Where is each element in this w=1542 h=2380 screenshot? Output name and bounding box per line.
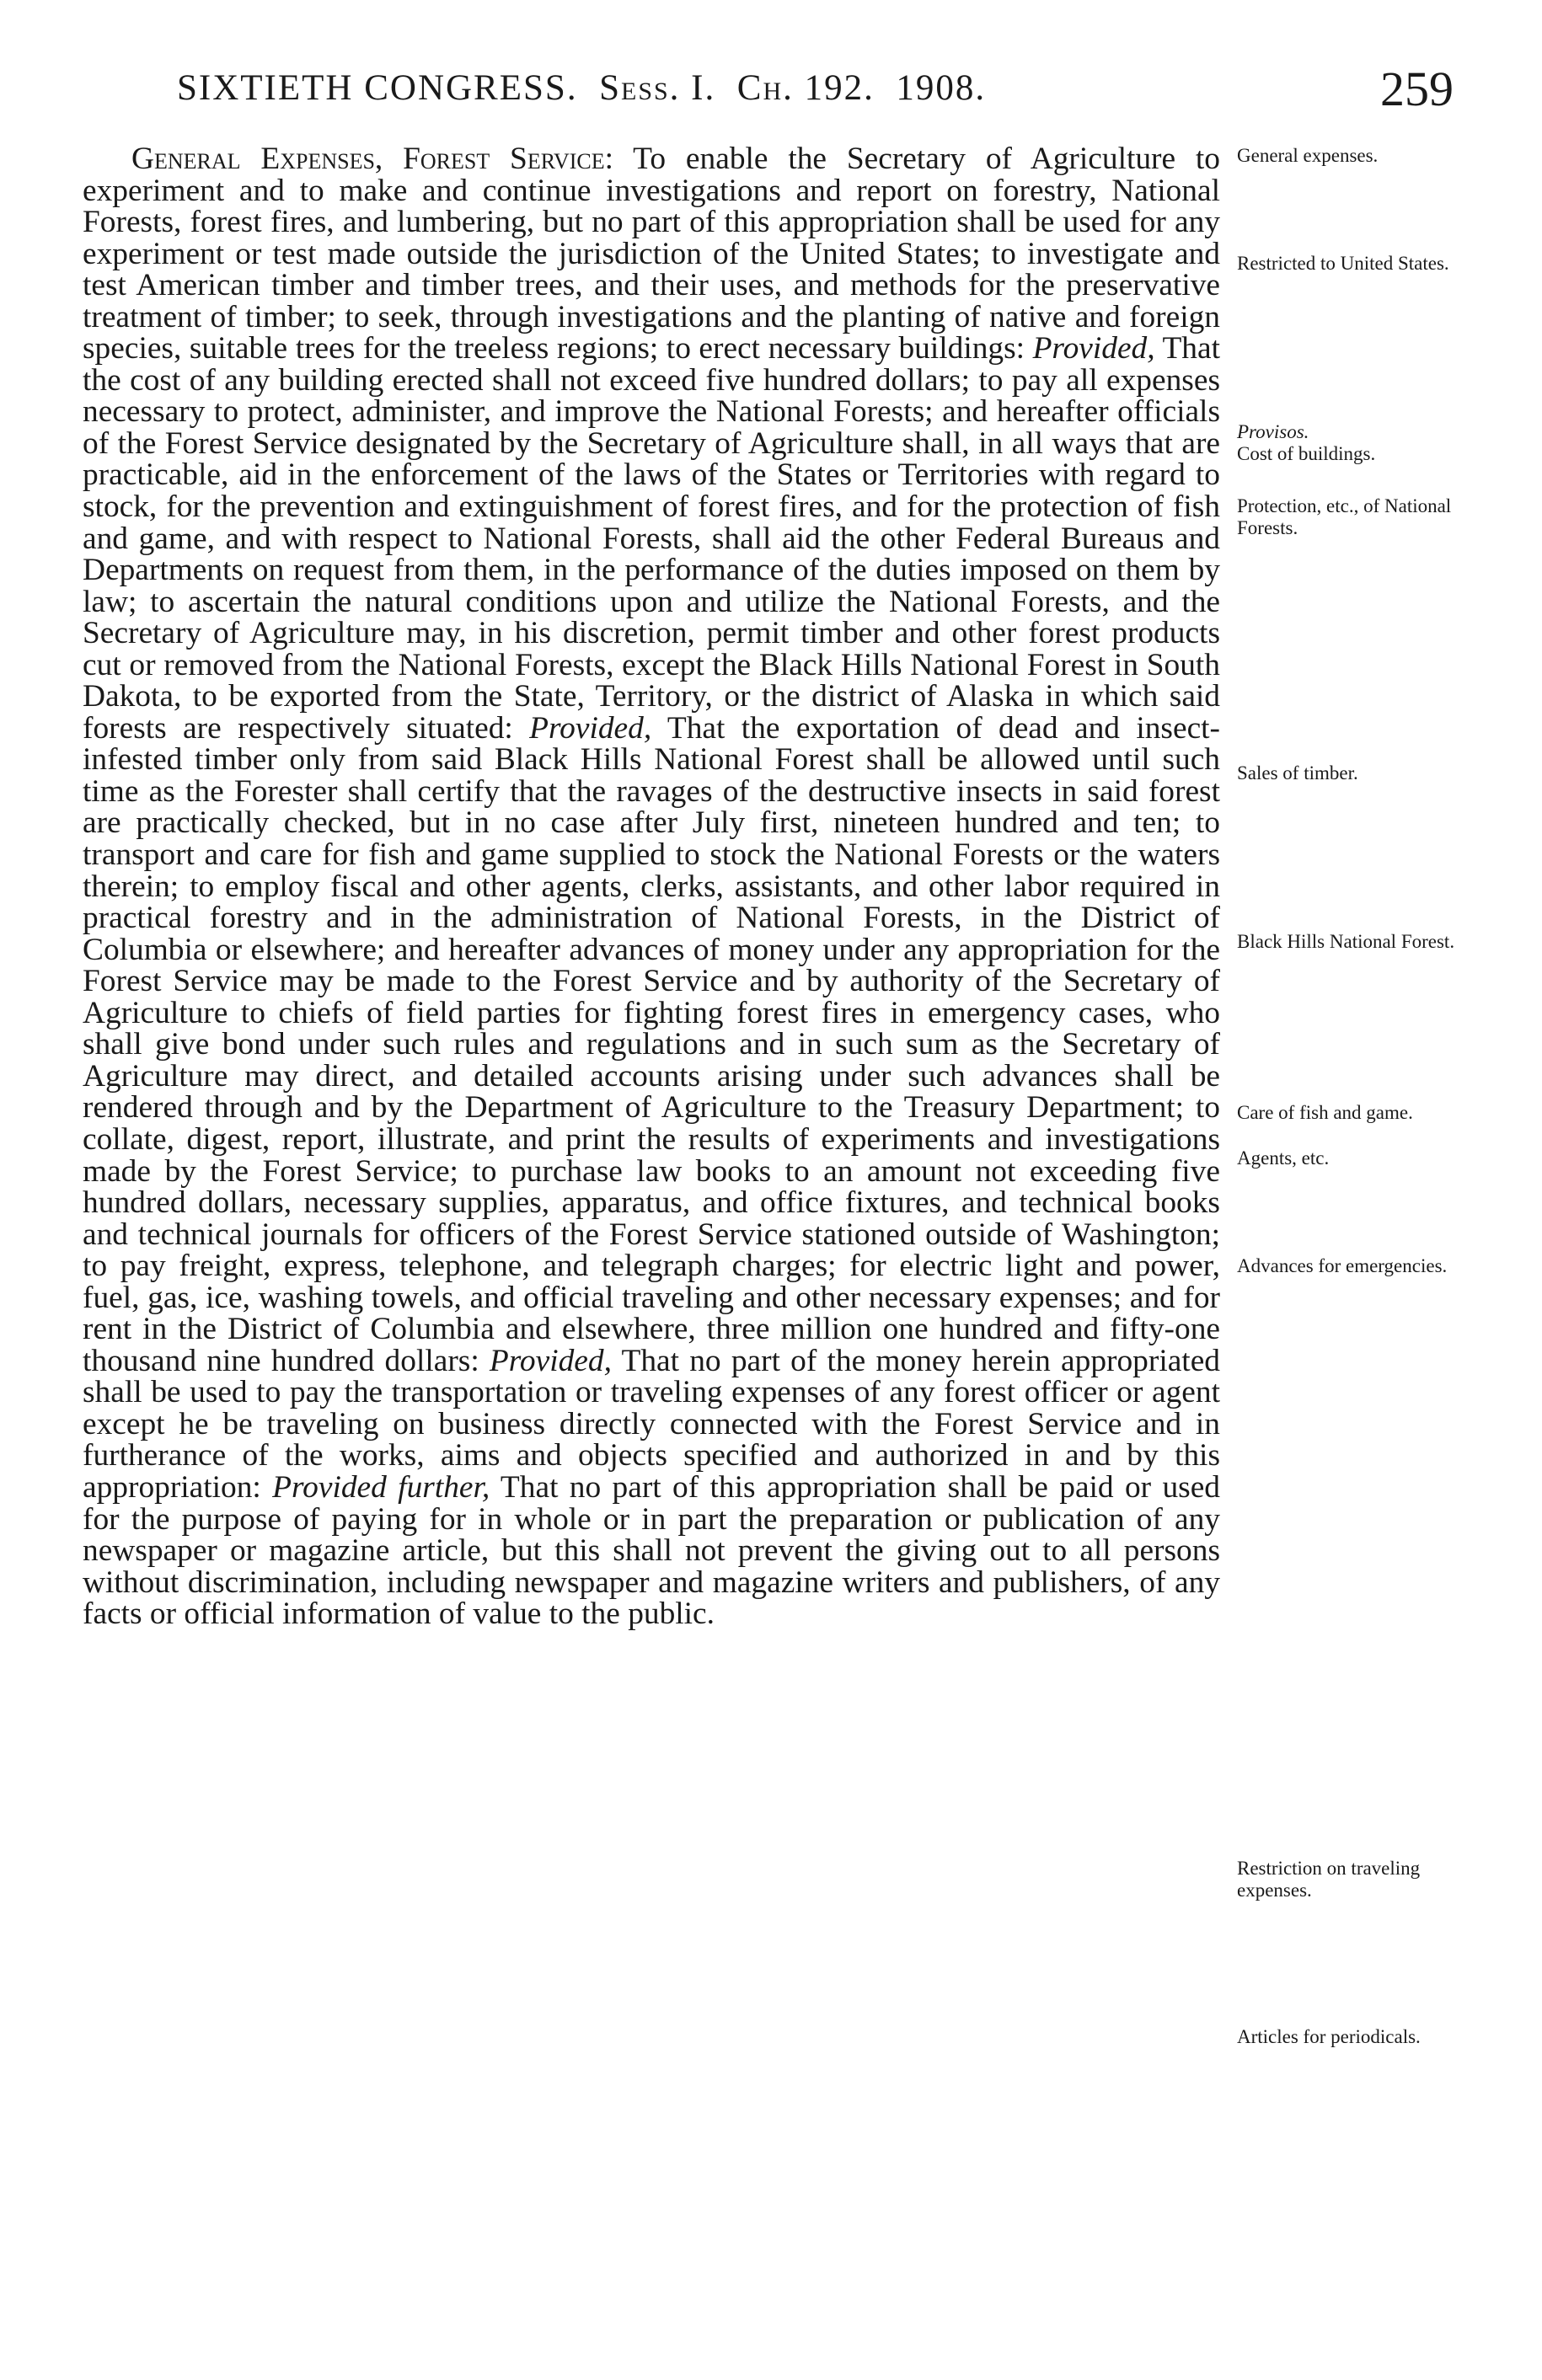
- margin-note-protection: Protection, etc., of National Forests.: [1237, 495, 1452, 538]
- running-head-congress: SIXTIETH CONGRESS.: [177, 68, 578, 108]
- margin-note-restriction-travel: Restriction on traveling expenses.: [1237, 1858, 1421, 1901]
- margin-note-restricted: Restricted to United States.: [1237, 253, 1449, 274]
- text-segment-3: That the exportation of dead and insect-infested timber only from said Black Hills National Forest shall be allowed until such time as the Forester shall certify that the ravages of the destructive insects in said forest are practically checked, but in no case after July first, nineteen hundred and ten; to transport and care for fish and game supplied to stock the National Forests or the waters therein; to employ fiscal and other agents, clerks, assistants, and other labor required in practical forestry and in the administration of National Forests, in the District of Columbia or elsewhere; and hereafter advances of money under any appropriation for the Forest Service may be made to the Forest Service and by authority of the Secretary of Agriculture to chiefs of field parties for fighting forest fires in emergency cases, who shall give bond under such rules and regulations and in such sum as the Secretary of Agriculture may direct, and detailed accounts arising under such advances shall be rendered through and by the Department of Agriculture to the Treasury Department; to collate, digest, report, illustrate, and print the results of experiments and investigations made by the Forest Service; to purchase law books to an amount not exceeding five hundred dollars, necessary supplies, apparatus, and office fixtures, and technical books and technical journals for officers of the Forest Service stationed outside of Washington; to pay freight, express, telephone, and telegraph charges; for electric light and power, fuel, gas, ice, washing towels, and official traveling and other necessary expenses; and for rent in the District of Columbia and elsewhere, three million one hundred and fifty-one thousand nine hundred dollars:: [83, 710, 1220, 1378]
- running-head: [177, 67, 986, 109]
- margin-note-provisos-label: Provisos.: [1237, 421, 1309, 442]
- text-segment-1: To enable the Secretary of Agriculture to experiment and to make and continue investigations and report on forestry, National Forests, forest fires, and lumbering, but no part of this appropriation shall be used for any experiment or test made outside the jurisdiction of the United States; to investigate and test American timber and timber trees, and their uses, and methods for the preservative treatment of timber; to seek, through investigations and the planting of native and foreign species, suitable trees for the treeless regions; to erect necessary buildings:: [83, 142, 1220, 366]
- margin-note-care-of-fish: Care of fish and game.: [1237, 1102, 1413, 1123]
- proviso-3: Provided,: [489, 1343, 612, 1378]
- running-head-chapter: Ch. 192.: [736, 68, 875, 108]
- margin-note-cost-of-buildings: [1237, 421, 1458, 465]
- proviso-1: Provided,: [1032, 331, 1155, 366]
- margin-note-agents: Agents, etc.: [1237, 1147, 1330, 1169]
- running-head-session: Sess. I.: [599, 68, 716, 108]
- margin-note-black-hills: Black Hills National Forest.: [1237, 931, 1455, 952]
- margin-note-advances: Advances for emergencies.: [1237, 1255, 1448, 1276]
- proviso-4: Provided further,: [272, 1469, 490, 1505]
- proviso-2: Provided,: [529, 710, 652, 746]
- text-segment-2: That the cost of any building erected shall not exceed five hundred dollars; to pay all expenses necessary to protect, administer, and improve the National Forests; and hereafter officials of the Forest Service designated by the Secretary of Agriculture shall, in all ways that are practicable, aid in the enforcement of the laws of the States or Territories with regard to stock, for the prevention and extinguishment of forest fires, and for the protection of fish and game, and with respect to National Forests, shall aid the other Federal Bureaus and Departments on request from them, in the performance of the duties imposed on them by law; to ascertain the natural conditions upon and utilize the National Forests, and the Secretary of Agriculture may, in his discretion, permit timber and other forest products cut or removed from the National Forests, except the Black Hills National Forest in South Dakota, to be exported from the State, Territory, or the district of Alaska in which said forests are respectively situated:: [83, 331, 1220, 746]
- statute-paragraph: [83, 143, 1220, 1630]
- text-segment-4: That no part of the money herein appropriated shall be used to pay the transportation or traveling expenses of any forest officer or agent except he be traveling on business directly connected with the Forest Service and in furtherance of the works, aims and objects specified and authorized in and by this appropriation:: [83, 1343, 1220, 1505]
- margin-note-sales-of-timber: Sales of timber.: [1237, 762, 1358, 784]
- main-column: [83, 143, 1220, 1630]
- section-heading: General Expenses, Forest Service:: [131, 142, 614, 176]
- running-head-year: 1908.: [896, 68, 987, 108]
- margin-note-articles: Articles for periodicals.: [1237, 2026, 1421, 2047]
- margin-note-cost-label: Cost of buildings.: [1237, 443, 1376, 464]
- margin-note-general-expenses: General expenses.: [1237, 145, 1379, 166]
- page-header: [177, 62, 1454, 126]
- text-segment-5: That no part of this appropriation shall be paid or used for the purpose of paying for in whole or in part the preparation or publication of any newspaper or magazine article, but this shall not prevent the giving out to all persons without discrimination, including newspaper and magazine writers and publishers, of any facts or official information of value to the public.: [83, 1469, 1220, 1632]
- page-number: 259: [1380, 62, 1454, 116]
